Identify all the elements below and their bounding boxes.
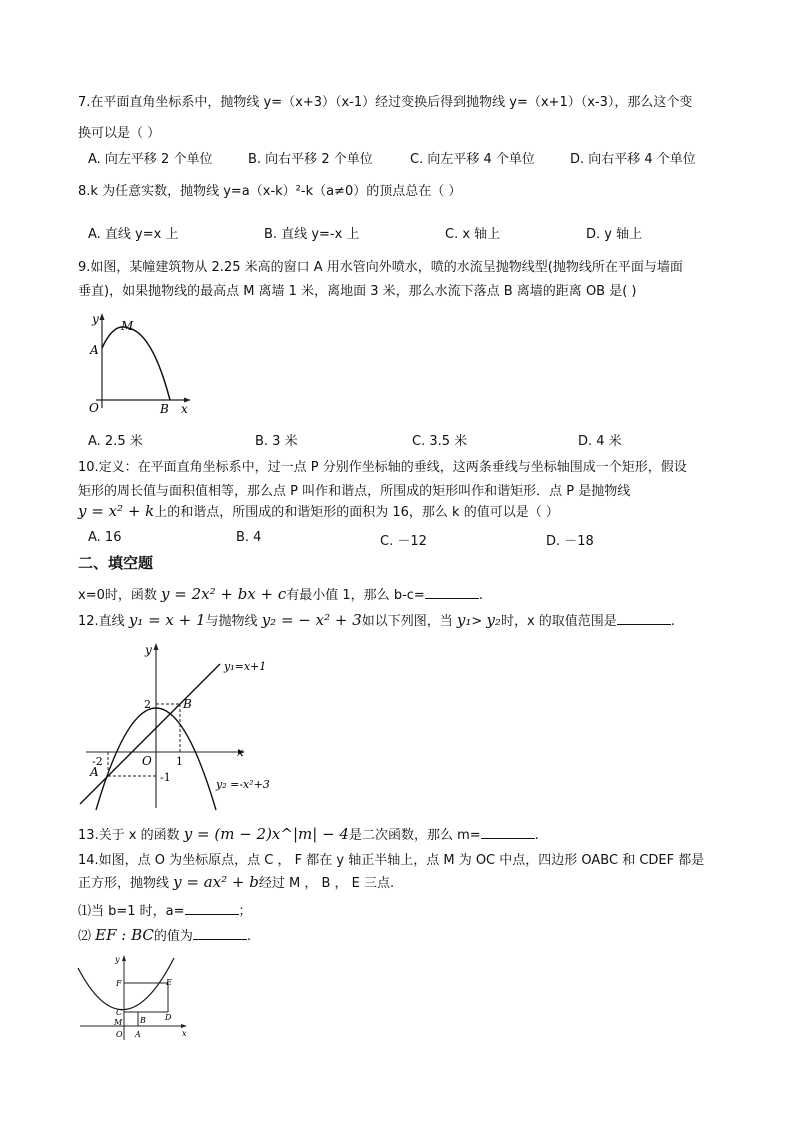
q10-stem-line1: 10.定义：在平面直角坐标系中，过一点 P 分别作坐标轴的垂线，这两条垂线与坐标轴围成一个矩形，假设 xyxy=(78,460,687,475)
q12-point-a-label: A xyxy=(90,765,99,779)
q14-formula: y = ax² + b xyxy=(173,873,259,891)
q7-option-a: A. 向左平移 2 个单位 xyxy=(88,152,213,167)
q12-tick-neg2: -2 xyxy=(92,755,103,768)
q14-b-label: B xyxy=(140,1016,146,1025)
q11-answer-blank[interactable] xyxy=(425,586,479,599)
q12-tick-neg1: -1 xyxy=(160,771,171,784)
q14-sub2-answer-blank[interactable] xyxy=(193,927,247,940)
q12-figure xyxy=(74,640,284,812)
q9-stem-line1: 9.如图，某幢建筑物从 2.25 米高的窗口 A 用水管向外喷水，喷的水流呈抛物线型(抛物线所在平面与墙面 xyxy=(78,260,683,275)
q14-stem-line1: 14.如图，点 O 为坐标原点，点 C ， F 都在 y 轴正半轴上，点 M 为 OC 中点，四边形 OABC 和 CDEF 都是 xyxy=(78,853,705,868)
q7-option-c: C. 向左平移 4 个单位 xyxy=(410,152,535,167)
q13-formula: y = (m − 2)x^|m| − 4 xyxy=(183,825,349,843)
q8-option-c: C. x 轴上 xyxy=(445,227,501,242)
q11-pre: x=0时，函数 xyxy=(78,588,157,603)
q10-stem-line2: 矩形的周长值与面积值相等，那么点 P 叫作和谐点，所围成的矩形叫作和谐矩形．点 P 是抛物线 xyxy=(78,484,631,499)
q14-y-axis-label: y xyxy=(115,955,120,964)
q12-origin-label: O xyxy=(142,754,152,768)
q12-y-axis-label: y xyxy=(145,643,152,657)
q14-line2-pre: 正方形，抛物线 xyxy=(78,876,170,891)
q10-formula: y = x² + k xyxy=(78,502,155,520)
q9-option-c: C. 3.5 米 xyxy=(412,434,468,449)
q9-b-label: B xyxy=(160,402,169,416)
q14-sub1-pre: ⑴当 b=1 时，a= xyxy=(78,904,185,919)
q8-stem: 8.k 为任意实数，抛物线 y=a（x-k）²-k（a≠0）的顶点总在（ ） xyxy=(78,184,462,199)
q14-figure xyxy=(74,952,190,1044)
q12-tick-2: 2 xyxy=(144,698,151,711)
q9-option-d: D. 4 米 xyxy=(578,434,622,449)
q14-e-label: E xyxy=(166,978,172,987)
q14-line2-post: 经过 M ， B ， E 三点. xyxy=(258,876,395,891)
q12-f2: y₂ = − x² + 3 xyxy=(261,611,362,629)
q11-formula: y = 2x² + bx + c xyxy=(161,585,287,603)
q12-tick-1: 1 xyxy=(176,755,183,768)
q8-option-b: B. 直线 y=-x 上 xyxy=(264,227,360,242)
q14-x-axis-label: x xyxy=(182,1029,187,1038)
q12-end: . xyxy=(670,614,675,629)
q11-post: 有最小值 1，那么 b-c= xyxy=(286,588,425,603)
q14-d-label: D xyxy=(165,1013,172,1022)
q7-option-b: B. 向右平移 2 个单位 xyxy=(248,152,373,167)
q7-stem-line1: 7.在平面直角坐标系中，抛物线 y=（x+3）（x-1）经过变换后得到抛物线 y=（x+1）（x-3），那么这个变 xyxy=(78,95,693,110)
q14-a-label: A xyxy=(135,1030,141,1039)
q10-stem-line3-text: 上的和谐点，所围成的和谐矩形的面积为 16，那么 k 的值可以是（ ） xyxy=(154,505,559,520)
section-title-fill-in: 二、填空题 xyxy=(78,554,154,572)
q12-f3: y₁ xyxy=(456,611,472,629)
q14-c-label: C xyxy=(116,1008,123,1017)
q12-f4: y₂ xyxy=(486,611,501,629)
q14-o-label: O xyxy=(116,1030,123,1039)
q14-sub2-post: 的值为 xyxy=(153,929,193,944)
q14-sub2-formula: EF : BC xyxy=(95,926,154,944)
q9-m-label: M xyxy=(121,319,134,333)
q8-option-d: D. y 轴上 xyxy=(586,227,643,242)
q12-x-axis-label: x xyxy=(237,745,244,759)
q9-stem-line2: 垂直)，如果抛物线的最高点 M 离墙 1 米，离地面 3 米，那么水流下落点 B 离墙的距离 OB 是( ) xyxy=(78,284,637,299)
q9-option-b: B. 3 米 xyxy=(255,434,298,449)
q10-stem-line3 xyxy=(78,501,559,520)
q12-gt: > xyxy=(471,614,483,629)
q9-a-label: A xyxy=(90,343,99,357)
q12-mid1: 与抛物线 xyxy=(205,614,258,629)
q9-option-a: A. 2.5 米 xyxy=(88,434,143,449)
q10-option-c: C. －12 xyxy=(380,534,427,549)
q12-point-b-label: B xyxy=(183,697,192,711)
q12-mid2: 如以下列图，当 xyxy=(361,614,453,629)
q13-stem xyxy=(78,824,539,843)
q7-stem-line2: 换可以是（ ） xyxy=(78,126,161,141)
q10-option-d: D. －18 xyxy=(546,534,594,549)
q8-option-a: A. 直线 y=x 上 xyxy=(88,227,179,242)
q13-end: . xyxy=(534,828,539,843)
q13-post: 是二次函数，那么 m= xyxy=(348,828,481,843)
q12-line-label: y₁=x+1 xyxy=(224,660,267,673)
q10-option-b: B. 4 xyxy=(236,530,262,545)
q14-sub2-end: . xyxy=(246,929,252,944)
q11-stem xyxy=(78,584,483,603)
q12-answer-blank[interactable] xyxy=(617,612,671,625)
q14-sub1-end: ； xyxy=(238,904,252,919)
q12-pre: 12.直线 xyxy=(78,614,125,629)
q13-answer-blank[interactable] xyxy=(481,826,535,839)
q12-f1: y₁ = x + 1 xyxy=(128,611,206,629)
q12-stem xyxy=(78,610,675,629)
q14-m-label: M xyxy=(114,1018,123,1027)
q11-end: . xyxy=(478,588,483,603)
q9-y-label: y xyxy=(92,312,99,326)
q7-option-d: D. 向右平移 4 个单位 xyxy=(570,152,696,167)
q14-f-label: F xyxy=(116,979,122,988)
q9-x-label: x xyxy=(181,402,188,416)
q12-parabola-label: y₂ =-x²+3 xyxy=(216,778,270,791)
q14-sub1 xyxy=(78,900,252,919)
q14-stem-line2 xyxy=(78,872,394,891)
q13-pre: 13.关于 x 的函数 xyxy=(78,828,180,843)
q10-option-a: A. 16 xyxy=(88,530,122,545)
q9-o-label: O xyxy=(89,401,99,415)
q14-sub2: ⑵ EF : BC的值为 . xyxy=(78,926,252,944)
q14-sub1-answer-blank[interactable] xyxy=(185,902,239,915)
q12-post: 时，x 的取值范围是 xyxy=(500,614,617,629)
q9-figure xyxy=(84,310,196,418)
